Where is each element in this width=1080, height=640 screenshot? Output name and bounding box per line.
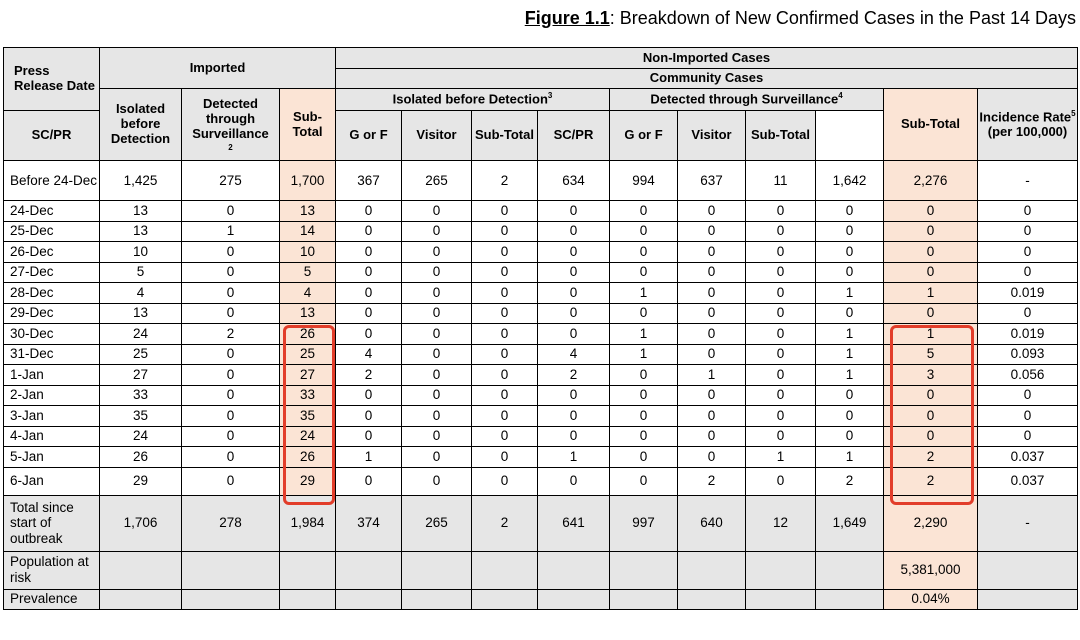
table-cell: 35 bbox=[280, 406, 336, 427]
table-row bbox=[4, 303, 1078, 324]
table-cell: 0 bbox=[182, 426, 280, 447]
empty-cell bbox=[678, 551, 746, 589]
table-cell: 10 bbox=[280, 242, 336, 263]
table-cell: 0 bbox=[472, 385, 538, 406]
row-date: 1-Jan bbox=[4, 365, 100, 386]
table-cell: 0 bbox=[678, 242, 746, 263]
header-iso-scpr: SC/PR bbox=[4, 111, 100, 161]
table-cell: 0 bbox=[402, 467, 472, 495]
table-cell: 0 bbox=[402, 447, 472, 468]
table-cell: 0 bbox=[746, 242, 816, 263]
row-date: 31-Dec bbox=[4, 344, 100, 365]
row-date: 5-Jan bbox=[4, 447, 100, 468]
table-cell: 0 bbox=[678, 344, 746, 365]
table-cell: 2 bbox=[182, 324, 280, 345]
table-row bbox=[4, 283, 1078, 304]
table-cell: 0.037 bbox=[978, 447, 1078, 468]
table-cell: 0 bbox=[402, 303, 472, 324]
table-cell: 4 bbox=[538, 344, 610, 365]
table-cell: 2 bbox=[336, 365, 402, 386]
table-cell: 0 bbox=[538, 426, 610, 447]
table-cell: 0 bbox=[336, 426, 402, 447]
table-cell: 265 bbox=[402, 161, 472, 201]
empty-cell bbox=[816, 551, 884, 589]
table-cell: 0 bbox=[816, 262, 884, 283]
table-cell: 13 bbox=[100, 201, 182, 222]
table-cell: 0 bbox=[678, 447, 746, 468]
table-cell: 0 bbox=[746, 406, 816, 427]
empty-cell bbox=[182, 551, 280, 589]
table-cell: 2 bbox=[816, 467, 884, 495]
table-cell: 0 bbox=[182, 283, 280, 304]
table-cell: 275 bbox=[182, 161, 280, 201]
table-row bbox=[4, 365, 1078, 386]
total-cell: 640 bbox=[678, 495, 746, 551]
table-row bbox=[4, 201, 1078, 222]
table-cell: 0.019 bbox=[978, 283, 1078, 304]
table-cell: 0 bbox=[182, 262, 280, 283]
table-cell: 5 bbox=[100, 262, 182, 283]
table-cell: 0 bbox=[746, 283, 816, 304]
table-cell: - bbox=[978, 161, 1078, 201]
table-cell: 0 bbox=[336, 303, 402, 324]
prevalence-value: 0.04% bbox=[884, 589, 978, 609]
empty-cell bbox=[100, 551, 182, 589]
table-cell: 0 bbox=[402, 344, 472, 365]
header-imp-isolated: Isolated before Detection bbox=[100, 89, 182, 161]
table-cell: 0 bbox=[610, 426, 678, 447]
table-cell: 0 bbox=[610, 303, 678, 324]
table-row bbox=[4, 161, 1078, 201]
table-cell: 0 bbox=[182, 447, 280, 468]
table-cell: 1 bbox=[182, 221, 280, 242]
row-date: 24-Dec bbox=[4, 201, 100, 222]
table-cell: 0 bbox=[182, 365, 280, 386]
table-cell: 0 bbox=[182, 303, 280, 324]
table-cell: 24 bbox=[100, 324, 182, 345]
empty-cell bbox=[472, 551, 538, 589]
table-cell: 0 bbox=[816, 426, 884, 447]
header-press-release-date: Press Release Date bbox=[4, 48, 100, 111]
figure-caption bbox=[525, 8, 1076, 29]
table-cell: 1 bbox=[884, 324, 978, 345]
empty-cell bbox=[402, 551, 472, 589]
table-cell: 0 bbox=[472, 324, 538, 345]
table-cell: 26 bbox=[100, 447, 182, 468]
table-cell: 0 bbox=[336, 467, 402, 495]
row-date: 2-Jan bbox=[4, 385, 100, 406]
table-cell: 0 bbox=[472, 467, 538, 495]
table-cell: 1 bbox=[678, 365, 746, 386]
empty-cell bbox=[746, 589, 816, 609]
table-cell: 0 bbox=[746, 385, 816, 406]
total-label: Total since start of outbreak bbox=[4, 495, 100, 551]
table-cell: 0.056 bbox=[978, 365, 1078, 386]
empty-cell bbox=[402, 589, 472, 609]
row-date: 27-Dec bbox=[4, 262, 100, 283]
table-cell: 2,276 bbox=[884, 161, 978, 201]
header-iso-gorf: G or F bbox=[336, 111, 402, 161]
table-cell: 0 bbox=[678, 283, 746, 304]
table-cell: 0 bbox=[978, 242, 1078, 263]
table-cell: 0 bbox=[182, 406, 280, 427]
table-cell: 35 bbox=[100, 406, 182, 427]
table-cell: 14 bbox=[280, 221, 336, 242]
table-cell: 11 bbox=[746, 161, 816, 201]
figure-number: Figure 1.1 bbox=[524, 8, 610, 28]
table-row bbox=[4, 385, 1078, 406]
table-cell: 0 bbox=[336, 385, 402, 406]
table-cell: 0 bbox=[678, 303, 746, 324]
table-cell: 0 bbox=[610, 262, 678, 283]
table-row bbox=[4, 447, 1078, 468]
table-cell: 0 bbox=[678, 406, 746, 427]
table-cell: 0 bbox=[472, 406, 538, 427]
table-cell: 0 bbox=[336, 262, 402, 283]
empty-cell bbox=[538, 589, 610, 609]
table-cell: 0 bbox=[402, 324, 472, 345]
table-cell: 1 bbox=[610, 324, 678, 345]
table-cell: 4 bbox=[280, 283, 336, 304]
table-cell: 2 bbox=[678, 467, 746, 495]
header-non-imported: Non-Imported Cases bbox=[336, 48, 1078, 69]
table-cell: 0 bbox=[402, 242, 472, 263]
row-date: Before 24-Dec bbox=[4, 161, 100, 201]
table-cell: 0 bbox=[336, 242, 402, 263]
table-cell: 26 bbox=[280, 324, 336, 345]
row-date: 3-Jan bbox=[4, 406, 100, 427]
table-cell: 0 bbox=[746, 303, 816, 324]
table-cell: 1 bbox=[746, 447, 816, 468]
table-cell: 0 bbox=[538, 262, 610, 283]
empty-cell bbox=[538, 551, 610, 589]
total-cell: 278 bbox=[182, 495, 280, 551]
table-cell: 1 bbox=[816, 344, 884, 365]
table-cell: 0 bbox=[538, 201, 610, 222]
table-cell: 1 bbox=[336, 447, 402, 468]
total-cell: 1,984 bbox=[280, 495, 336, 551]
table-row bbox=[4, 324, 1078, 345]
table-cell: 0 bbox=[402, 385, 472, 406]
table-cell: 0 bbox=[816, 406, 884, 427]
table-cell: 0.093 bbox=[978, 344, 1078, 365]
table-cell: 0 bbox=[402, 406, 472, 427]
table-cell: 0 bbox=[182, 385, 280, 406]
population-label: Population at risk bbox=[4, 551, 100, 589]
table-cell: 0 bbox=[402, 262, 472, 283]
total-cell: 997 bbox=[610, 495, 678, 551]
header-det-visitor: Visitor bbox=[678, 111, 746, 161]
table-cell: 0 bbox=[538, 406, 610, 427]
header-det-gorf: G or F bbox=[610, 111, 678, 161]
table-cell: 0 bbox=[336, 201, 402, 222]
header-community: Community Cases bbox=[336, 69, 1078, 89]
table-cell: 25 bbox=[280, 344, 336, 365]
table-cell: 0 bbox=[678, 262, 746, 283]
table-cell: 0.019 bbox=[978, 324, 1078, 345]
table-cell: 0 bbox=[884, 262, 978, 283]
table-cell: 1 bbox=[816, 324, 884, 345]
empty-cell bbox=[610, 589, 678, 609]
table-cell: 0 bbox=[538, 467, 610, 495]
table-cell: 0 bbox=[402, 221, 472, 242]
table-cell: 994 bbox=[610, 161, 678, 201]
table-cell: 0 bbox=[978, 262, 1078, 283]
table-cell: 0 bbox=[182, 242, 280, 263]
empty-cell bbox=[678, 589, 746, 609]
table-row bbox=[4, 467, 1078, 495]
total-cell: 641 bbox=[538, 495, 610, 551]
table-cell: 0 bbox=[610, 242, 678, 263]
table-cell: 0 bbox=[336, 406, 402, 427]
total-cell: 1,706 bbox=[100, 495, 182, 551]
table-cell: 29 bbox=[100, 467, 182, 495]
header-imp-detected: Detected through Surveillance 2 bbox=[182, 89, 280, 161]
table-cell: 13 bbox=[280, 201, 336, 222]
table-cell: 0 bbox=[472, 447, 538, 468]
total-cell: 12 bbox=[746, 495, 816, 551]
table-cell: 0 bbox=[816, 385, 884, 406]
table-cell: 2 bbox=[884, 467, 978, 495]
table-cell: 27 bbox=[280, 365, 336, 386]
empty-cell bbox=[746, 551, 816, 589]
table-cell: 0 bbox=[978, 385, 1078, 406]
table-cell: 24 bbox=[100, 426, 182, 447]
table-cell: 0 bbox=[610, 201, 678, 222]
table-cell: 4 bbox=[100, 283, 182, 304]
table-cell: 0 bbox=[978, 426, 1078, 447]
table-cell: 1 bbox=[884, 283, 978, 304]
table-cell: 0 bbox=[816, 303, 884, 324]
table-cell: 0 bbox=[472, 303, 538, 324]
row-date: 26-Dec bbox=[4, 242, 100, 263]
table-cell: 0 bbox=[978, 221, 1078, 242]
table-cell: 13 bbox=[280, 303, 336, 324]
table-row bbox=[4, 426, 1078, 447]
table-cell: 0 bbox=[402, 201, 472, 222]
table-cell: 0 bbox=[610, 467, 678, 495]
table-cell: 2 bbox=[538, 365, 610, 386]
table-cell: 1 bbox=[816, 365, 884, 386]
table-cell: 0 bbox=[678, 385, 746, 406]
table-cell: 0 bbox=[610, 365, 678, 386]
table-cell: 0 bbox=[402, 426, 472, 447]
table-cell: 0 bbox=[816, 221, 884, 242]
table-cell: 0 bbox=[472, 201, 538, 222]
row-date: 4-Jan bbox=[4, 426, 100, 447]
row-date: 30-Dec bbox=[4, 324, 100, 345]
table-cell: 0 bbox=[472, 365, 538, 386]
table-cell: 0 bbox=[746, 201, 816, 222]
table-cell: 0 bbox=[402, 283, 472, 304]
table-cell: 0 bbox=[978, 201, 1078, 222]
table-row bbox=[4, 406, 1078, 427]
header-community-subtotal: Sub-Total bbox=[884, 89, 978, 161]
header-iso-subtotal: Sub-Total bbox=[472, 111, 538, 161]
table-row bbox=[4, 221, 1078, 242]
header-det-scpr: SC/PR bbox=[538, 111, 610, 161]
empty-cell bbox=[978, 589, 1078, 609]
table-cell: 367 bbox=[336, 161, 402, 201]
table-cell: 0 bbox=[610, 406, 678, 427]
table-cell: 0 bbox=[538, 283, 610, 304]
header-imp-subtotal: Sub-Total bbox=[280, 89, 336, 161]
total-cell: - bbox=[978, 495, 1078, 551]
table-cell: 25 bbox=[100, 344, 182, 365]
table-cell: 2 bbox=[472, 161, 538, 201]
table-cell: 0 bbox=[746, 426, 816, 447]
table-cell: 0 bbox=[472, 426, 538, 447]
table-cell: 0 bbox=[746, 365, 816, 386]
empty-cell bbox=[100, 589, 182, 609]
table-cell: 0 bbox=[678, 221, 746, 242]
table-cell: 1 bbox=[610, 344, 678, 365]
table-cell: 637 bbox=[678, 161, 746, 201]
table-row bbox=[4, 344, 1078, 365]
table-cell: 0 bbox=[610, 447, 678, 468]
table-cell: 0 bbox=[816, 242, 884, 263]
table-cell: 0 bbox=[678, 201, 746, 222]
table-cell: 0 bbox=[816, 201, 884, 222]
table-row bbox=[4, 242, 1078, 263]
table-cell: 0 bbox=[884, 426, 978, 447]
table-cell: 1 bbox=[610, 283, 678, 304]
table-row bbox=[4, 262, 1078, 283]
table-cell: 0 bbox=[538, 385, 610, 406]
table-cell: 0 bbox=[472, 262, 538, 283]
table-cell: 1,642 bbox=[816, 161, 884, 201]
table-cell: 2 bbox=[884, 447, 978, 468]
table-cell: 0 bbox=[746, 344, 816, 365]
table-cell: 0 bbox=[884, 221, 978, 242]
table-cell: 1 bbox=[538, 447, 610, 468]
table-cell: 634 bbox=[538, 161, 610, 201]
empty-cell bbox=[280, 551, 336, 589]
row-date: 28-Dec bbox=[4, 283, 100, 304]
population-value: 5,381,000 bbox=[884, 551, 978, 589]
table-cell: 0.037 bbox=[978, 467, 1078, 495]
total-cell: 265 bbox=[402, 495, 472, 551]
table-cell: 0 bbox=[472, 242, 538, 263]
table-cell: 5 bbox=[884, 344, 978, 365]
header-iso-visitor: Visitor bbox=[402, 111, 472, 161]
table-cell: 1,425 bbox=[100, 161, 182, 201]
total-cell: 1,649 bbox=[816, 495, 884, 551]
table-cell: 0 bbox=[746, 221, 816, 242]
table-cell: 13 bbox=[100, 303, 182, 324]
table-cell: 0 bbox=[538, 324, 610, 345]
table-cell: 0 bbox=[538, 242, 610, 263]
table-cell: 0 bbox=[182, 467, 280, 495]
total-cell: 374 bbox=[336, 495, 402, 551]
empty-cell bbox=[182, 589, 280, 609]
empty-cell bbox=[336, 589, 402, 609]
table-cell: 0 bbox=[678, 324, 746, 345]
total-cell: 2,290 bbox=[884, 495, 978, 551]
empty-cell bbox=[280, 589, 336, 609]
header-det-subtotal: Sub-Total bbox=[746, 111, 816, 161]
table-cell: 33 bbox=[100, 385, 182, 406]
row-date: 29-Dec bbox=[4, 303, 100, 324]
table-cell: 0 bbox=[884, 303, 978, 324]
prevalence-label: Prevalence bbox=[4, 589, 100, 609]
table-cell: 0 bbox=[884, 201, 978, 222]
table-cell: 0 bbox=[610, 385, 678, 406]
table-cell: 0 bbox=[402, 365, 472, 386]
table-cell: 0 bbox=[472, 221, 538, 242]
table-cell: 29 bbox=[280, 467, 336, 495]
header-incidence-rate: Incidence Rate$^5$ (per 100,000) bbox=[978, 89, 1078, 161]
table-cell: 27 bbox=[100, 365, 182, 386]
header-detected-group: Detected through Surveillance$^4$ bbox=[610, 89, 884, 111]
empty-cell bbox=[816, 589, 884, 609]
table-cell: 0 bbox=[884, 385, 978, 406]
table-cell: 0 bbox=[538, 221, 610, 242]
table-cell: 3 bbox=[884, 365, 978, 386]
table-cell: 0 bbox=[472, 283, 538, 304]
table-cell: 0 bbox=[746, 324, 816, 345]
table-cell: 10 bbox=[100, 242, 182, 263]
table-cell: 33 bbox=[280, 385, 336, 406]
total-cell: 2 bbox=[472, 495, 538, 551]
table-cell: 0 bbox=[746, 467, 816, 495]
cases-table bbox=[3, 47, 1078, 610]
row-date: 25-Dec bbox=[4, 221, 100, 242]
table-cell: 0 bbox=[538, 303, 610, 324]
table-cell: 0 bbox=[472, 344, 538, 365]
table-cell: 1 bbox=[816, 447, 884, 468]
table-cell: 0 bbox=[610, 221, 678, 242]
figure-title: : Breakdown of New Confirmed Cases in the Past 14 Days bbox=[609, 8, 1076, 28]
empty-cell bbox=[978, 551, 1078, 589]
table-cell: 0 bbox=[746, 262, 816, 283]
header-isolated-group: Isolated before Detection$^3$ bbox=[336, 89, 610, 111]
table-cell: 0 bbox=[182, 344, 280, 365]
table-cell: 4 bbox=[336, 344, 402, 365]
empty-cell bbox=[472, 589, 538, 609]
table-cell: 13 bbox=[100, 221, 182, 242]
table-cell: 5 bbox=[280, 262, 336, 283]
table-cell: 0 bbox=[336, 283, 402, 304]
header-imported: Imported bbox=[100, 48, 336, 89]
table-cell: 24 bbox=[280, 426, 336, 447]
row-date: 6-Jan bbox=[4, 467, 100, 495]
table-cell: 0 bbox=[978, 303, 1078, 324]
table-cell: 0 bbox=[978, 406, 1078, 427]
table-cell: 0 bbox=[336, 324, 402, 345]
empty-cell bbox=[610, 551, 678, 589]
table-cell: 0 bbox=[884, 406, 978, 427]
table-cell: 0 bbox=[182, 201, 280, 222]
table-cell: 1 bbox=[816, 283, 884, 304]
table-cell: 0 bbox=[884, 242, 978, 263]
table-cell: 1,700 bbox=[280, 161, 336, 201]
table-cell: 0 bbox=[336, 221, 402, 242]
empty-cell bbox=[336, 551, 402, 589]
table-cell: 26 bbox=[280, 447, 336, 468]
table-cell: 0 bbox=[678, 426, 746, 447]
